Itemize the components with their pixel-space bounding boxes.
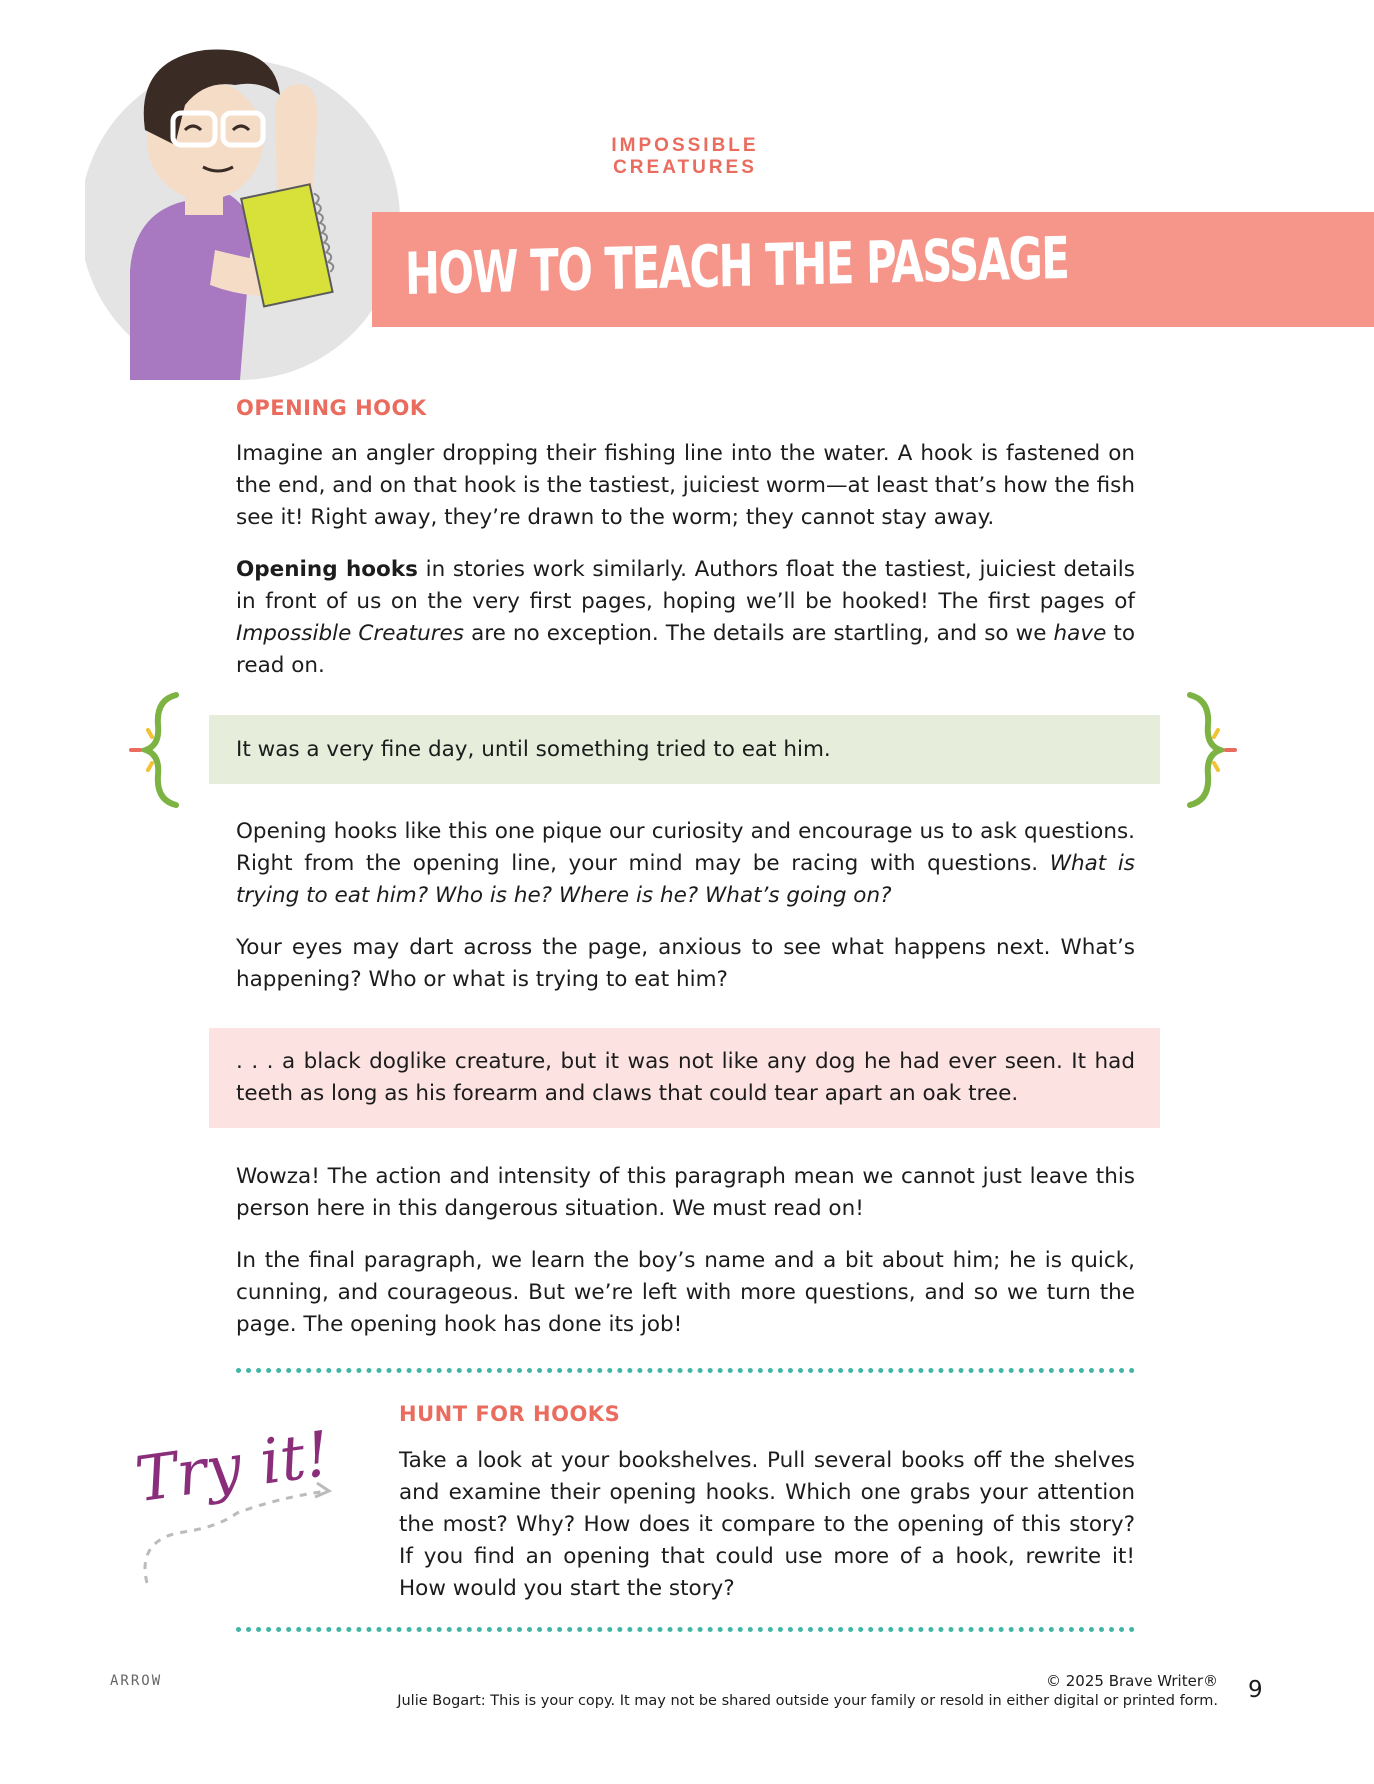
left-bracket-icon xyxy=(126,690,186,810)
section-heading: OPENING HOOK xyxy=(236,396,427,420)
bold-term: Opening hooks xyxy=(236,557,418,582)
paragraph-5: Wowza! The action and intensity of this paragraph mean we cannot just leave this person here in this dangerous situation. We must read on! xyxy=(236,1164,1135,1221)
copyright: © 2025 Brave Writer® xyxy=(1045,1672,1218,1690)
paragraph-1: Imagine an angler dropping their fishing line into the water. A hook is fastened on the end, and on that hook is the tastiest, juiciest worm—at least that’s how the fish see it! Right away, they’re drawn to the worm; they cannot stay away. xyxy=(236,441,1135,530)
license-notice: Julie Bogart: This is your copy. It may not be shared outside your family or resold in either digital or printed form. xyxy=(397,1693,1218,1709)
paragraph-3: Opening hooks like this one pique our curiosity and encourage us to ask questions. Right from the opening line, your mind may be racing with questions. What is trying to eat him? Who is he? Where is he? What’s going on? xyxy=(236,819,1135,908)
dashed-arrow-icon xyxy=(135,1478,335,1588)
paragraph-2: Opening hooks in stories work similarly. Authors float the tastiest, juiciest details in front of us on the very first pages, hoping we’ll be hooked! The first pages of Impossible Creatures are no exception. The details are startling, and so we have to read on. xyxy=(236,557,1135,678)
try-it-label: Try it! xyxy=(130,1416,335,1517)
dotted-divider-bottom xyxy=(236,1627,1135,1632)
try-it-heading: HUNT FOR HOOKS xyxy=(399,1402,621,1426)
series-title: IMPOSSIBLE CREATURES xyxy=(611,135,759,178)
dotted-divider-top xyxy=(236,1368,1135,1373)
footer-series-word: ARROW xyxy=(110,1673,163,1689)
paragraph-6: In the final paragraph, we learn the boy’s name and a bit about him; he is quick, cunning, and courageous. But we’re left with more questions, and so we turn the page. The opening hook has done its job! xyxy=(236,1248,1135,1337)
try-it-body: Take a look at your bookshelves. Pull several books off the shelves and examine their opening hooks. Which one grabs your attention the most? Why? How does it compare to the opening of this story? If you find an opening that could use more of a hook, rewrite it! How would you start the story? xyxy=(399,1448,1135,1601)
teacher-illustration xyxy=(85,35,415,380)
raised-arm xyxy=(275,84,318,200)
quote-opening-line: It was a very fine day, until something tried to eat him. xyxy=(236,737,831,762)
quote-creature: . . . a black doglike creature, but it was not like any dog he had ever seen. It had teeth as long as his forearm and claws that could tear apart an oak tree. xyxy=(236,1049,1135,1106)
page-number: 9 xyxy=(1248,1677,1263,1703)
right-bracket-icon xyxy=(1180,690,1240,810)
page-title: HOW TO TEACH THE PASSAGE xyxy=(404,223,1069,308)
questions-italic: What is trying to eat him? Who is he? Where is he? What’s going on? xyxy=(236,851,1135,908)
paragraph-4: Your eyes may dart across the page, anxious to see what happens next. What’s happening? Who or what is trying to eat him? xyxy=(236,935,1135,992)
book-title: Impossible Creatures xyxy=(236,621,464,646)
